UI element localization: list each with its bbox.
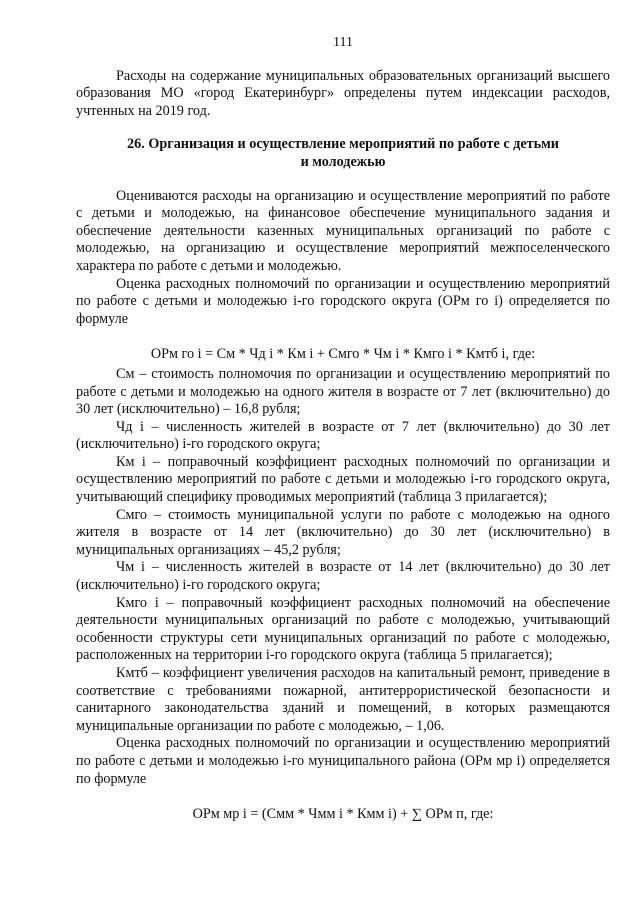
paragraph-scope: Оцениваются расходы на организацию и осуществление мероприятий по работе с детьми и молодежью, на финансовое обеспечение муниципального задания и обеспечение деятельности казенных муниципальных организаций по работе с молодежью, на организацию и осуществление мероприятий межпоселенческого характера по работе с детьми и молодежью. [76, 187, 610, 274]
paragraph-assessment-go: Оценка расходных полномочий по организации и осуществлению мероприятий по работе с детьми и молодежью i-го городского округа (ОРм го i) определяется по формуле [76, 275, 610, 327]
section-heading [76, 136, 610, 171]
definition-chm: Чм i – численность жителей в возрасте от 14 лет (включительно) до 30 лет (исключительно) i-го городского округа; [76, 559, 610, 594]
section-title-line2: и молодежью [300, 153, 386, 170]
section-title-line1: 26. Организация и осуществление мероприятий по работе с детьми [127, 136, 559, 153]
definition-chd: Чд i – численность жителей в возрасте от 7 лет (включительно) до 30 лет (исключительно) i-го городского округа; [76, 418, 610, 453]
document-page [76, 34, 610, 824]
definition-kmtb: Кмтб – коэффициент увеличения расходов на капитальный ремонт, приведение в соответствие с требованиями пожарной, антитеррористической безопасности и санитарного законодательства зданий и помещений, в которых размещаются муниципальные организации по работе с молодежью, – 1,06. [76, 665, 610, 734]
intro-paragraph: Расходы на содержание муниципальных образовательных организаций высшего образования МО «город Екатеринбург» определены путем индексации расходов, учтенных на 2019 год. [76, 67, 610, 119]
page-number: 111 [333, 35, 353, 50]
paragraph-assessment-mr: Оценка расходных полномочий по организации и осуществлению мероприятий по работе с детьми и молодежью i-го муниципального района (ОРм мр i) определяется по формуле [76, 735, 610, 787]
formula-go: ОРм го i = См * Чд i * Км i + Смго * Чм i * Кмго i * Кмтб i, где: [150, 346, 536, 363]
formula-mr: ОРм мр i = (Смм * Чмм i * Кмм i) + ∑ ОРм п, где: [192, 806, 494, 823]
definition-sm: См – стоимость полномочия по организации и осуществлению мероприятий по работе с детьми и молодежью на одного жителя в возрасте от 7 лет (включительно) до 30 лет (исключительно) – 16,8 рубля; [76, 365, 610, 418]
definition-smgo: Смго – стоимость муниципальной услуги по работе с молодежью на одного жителя в возрасте от 14 лет (включительно) до 30 лет (исключительно) в муниципальных организациях – 45,2 рубля; [76, 506, 610, 558]
definition-km: Км i – поправочный коэффициент расходных полномочий по организации и осуществлению мероприятий по работе с детьми и молодежью i-го городского округа, учитывающий специфику проводимых мероприятий (таблица 3 прилагается); [76, 453, 610, 506]
definition-kmgo: Кмго i – поправочный коэффициент расходных полномочий на обеспечение деятельности муниципальных организаций по работе с молодежью, учитывающий особенности структуры сети муниципальных организаций по работе с молодежью, расположенных на территории i-го городского округа (таблица 5 прилагается); [76, 594, 610, 664]
